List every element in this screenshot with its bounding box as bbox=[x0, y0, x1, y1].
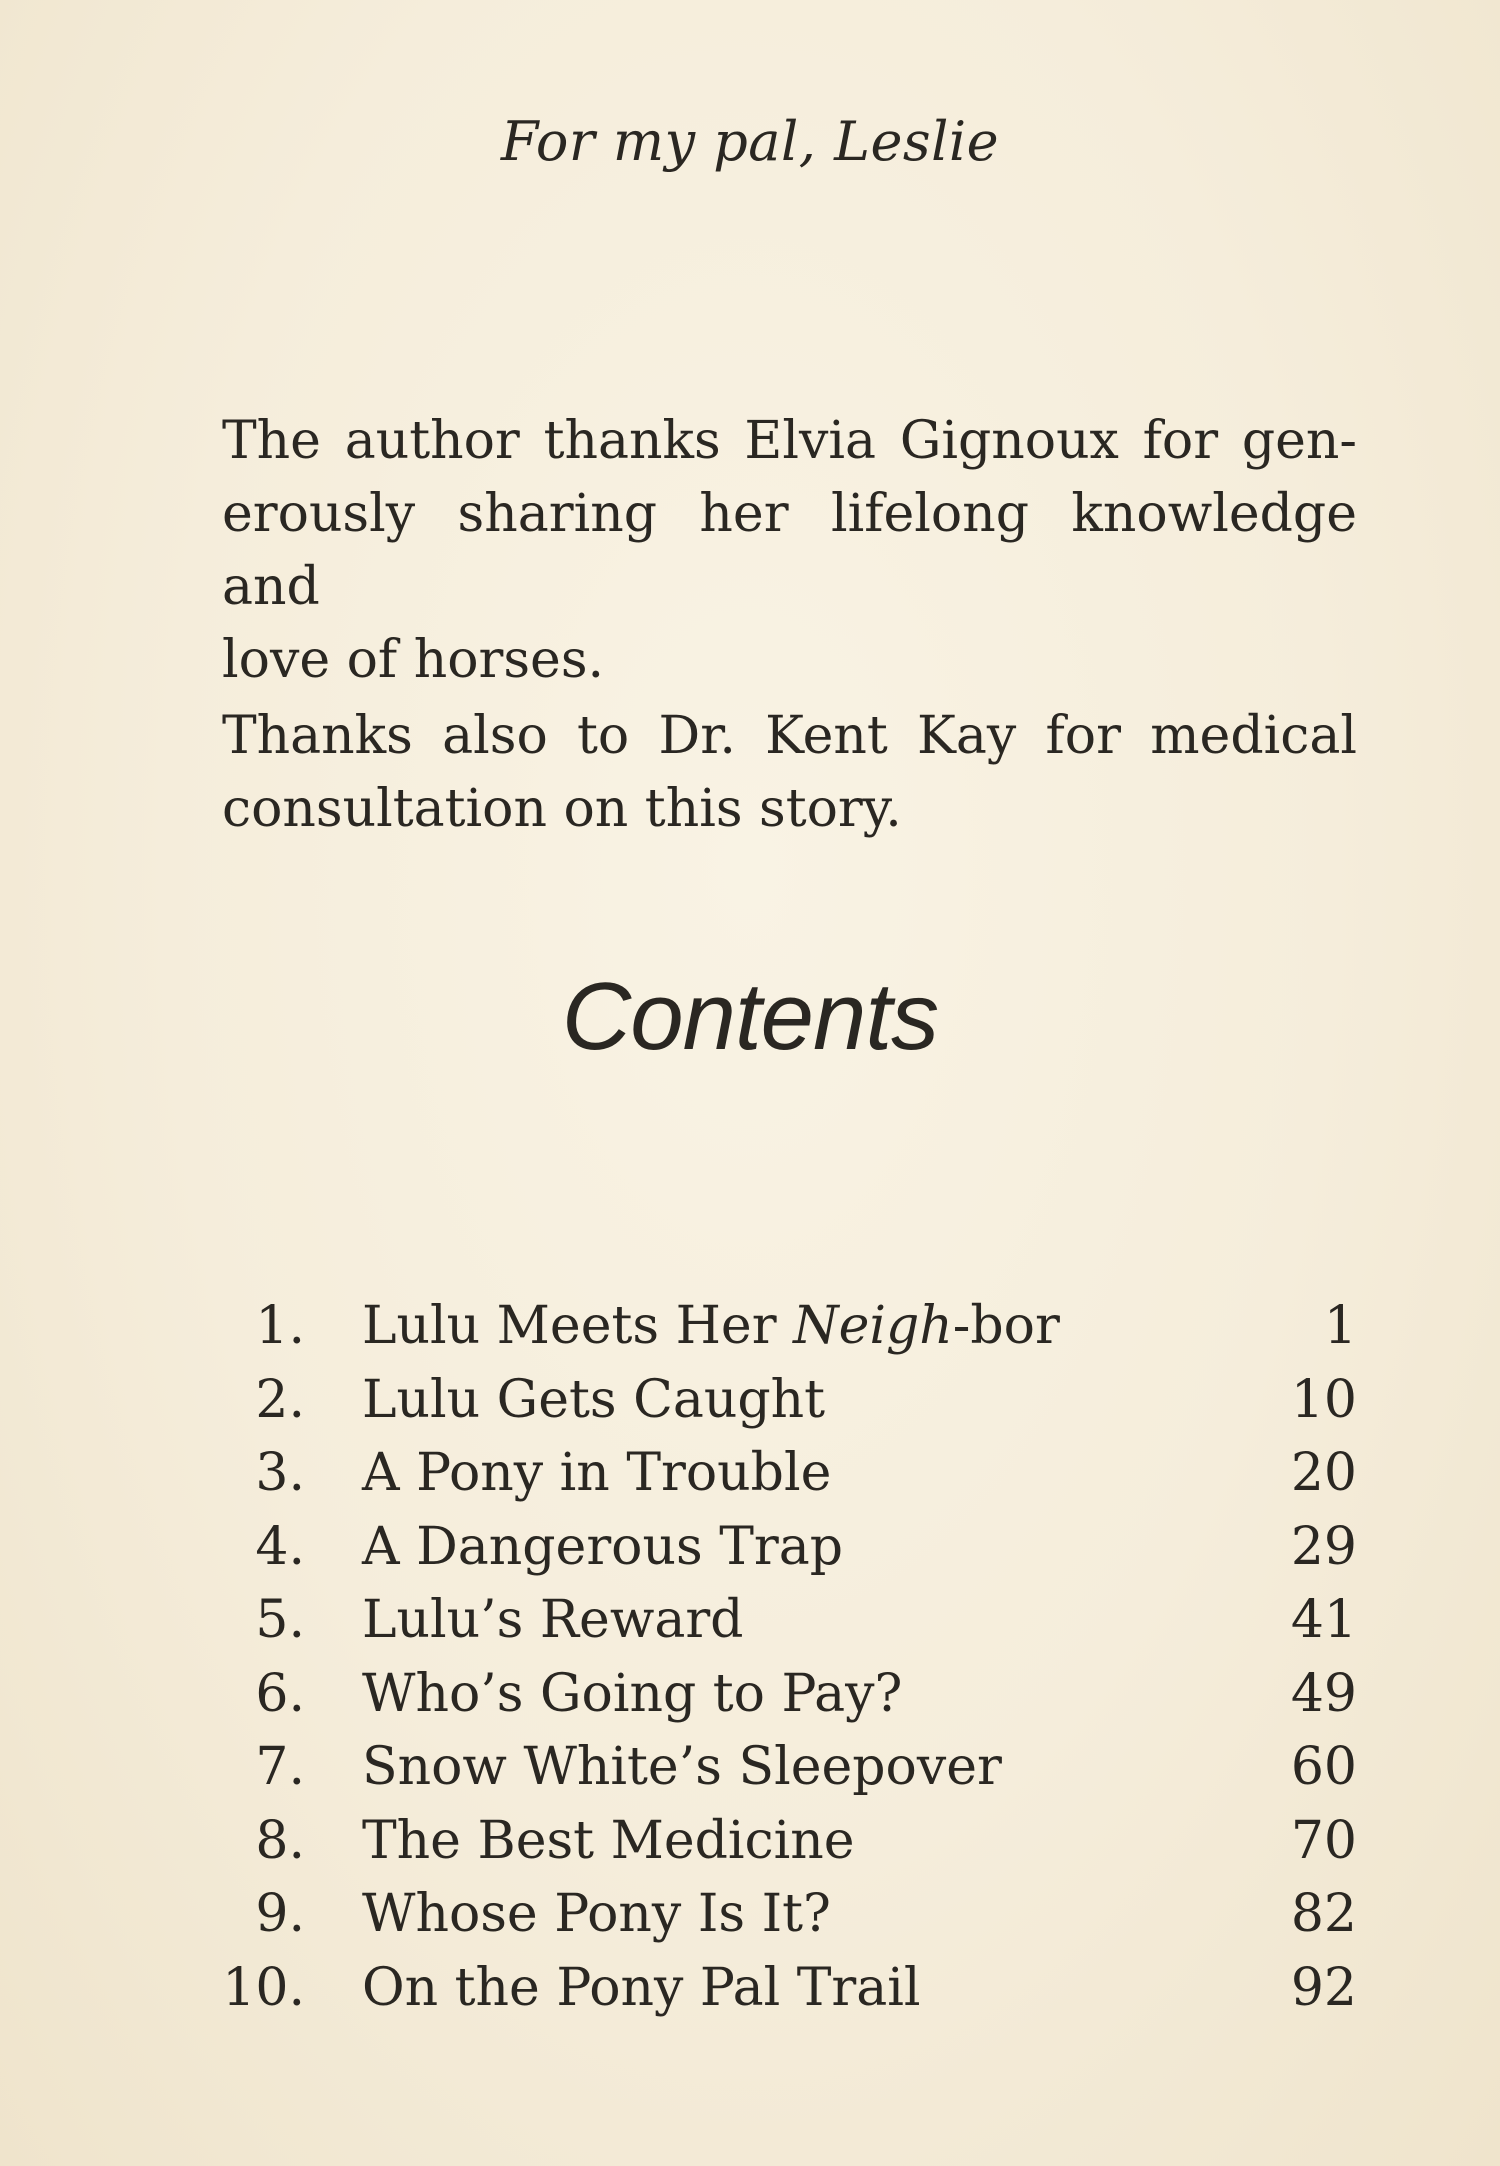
chapter-title-italic: Neigh bbox=[793, 1296, 953, 1356]
toc-entry bbox=[0, 1952, 1500, 2026]
chapter-title: Lulu’s Reward bbox=[362, 1590, 744, 1650]
toc-entry bbox=[0, 1511, 1500, 1585]
chapter-page: 41 bbox=[1290, 1590, 1357, 1650]
chapter-title: Who’s Going to Pay? bbox=[362, 1663, 903, 1724]
text-line: Thanks also to Dr. Kent Kay for medical bbox=[222, 706, 1357, 766]
chapter-title: Snow White’s Sleepover bbox=[362, 1737, 1002, 1797]
text-line: love of horses. bbox=[222, 630, 605, 690]
chapter-page: 20 bbox=[1290, 1443, 1357, 1503]
toc-entry bbox=[0, 1658, 1500, 1732]
chapter-number: 3. bbox=[255, 1443, 305, 1503]
chapter-title-suffix: -bor bbox=[952, 1296, 1060, 1356]
chapter-number: 10. bbox=[222, 1957, 305, 2018]
chapter-title-prefix: Lulu Meets Her bbox=[362, 1296, 794, 1356]
acknowledgment-paragraph-1 bbox=[222, 405, 1357, 697]
chapter-page: 49 bbox=[1290, 1663, 1357, 1724]
chapter-title: On the Pony Pal Trail bbox=[362, 1957, 921, 2018]
chapter-title bbox=[362, 1290, 1060, 1364]
table-of-contents bbox=[0, 1290, 1500, 2025]
toc-entry bbox=[0, 1878, 1500, 1952]
chapter-page: 82 bbox=[1290, 1884, 1357, 1944]
chapter-number: 9. bbox=[255, 1884, 305, 1944]
chapter-title: A Dangerous Trap bbox=[362, 1516, 844, 1577]
chapter-number: 5. bbox=[255, 1590, 305, 1650]
chapter-page: 60 bbox=[1290, 1737, 1357, 1797]
chapter-number: 4. bbox=[255, 1516, 305, 1577]
toc-entry bbox=[0, 1364, 1500, 1438]
chapter-title: The Best Medicine bbox=[362, 1810, 855, 1871]
chapter-title: Whose Pony Is It? bbox=[362, 1884, 831, 1944]
toc-entry bbox=[0, 1805, 1500, 1879]
chapter-page: 29 bbox=[1290, 1516, 1357, 1577]
acknowledgment-paragraph-2 bbox=[222, 700, 1357, 846]
chapter-number: 2. bbox=[255, 1369, 305, 1430]
chapter-number: 1. bbox=[255, 1296, 305, 1356]
chapter-page: 70 bbox=[1290, 1810, 1357, 1871]
chapter-title: Lulu Gets Caught bbox=[362, 1369, 826, 1430]
contents-heading: Contents bbox=[561, 963, 939, 1070]
chapter-number: 6. bbox=[255, 1663, 305, 1724]
toc-entry bbox=[0, 1437, 1500, 1511]
text-line: erously sharing her lifelong knowledge and bbox=[222, 484, 1357, 617]
text-line: consultation on this story. bbox=[222, 779, 902, 839]
chapter-page: 10 bbox=[1290, 1369, 1357, 1430]
chapter-title: A Pony in Trouble bbox=[362, 1443, 832, 1503]
toc-entry bbox=[0, 1731, 1500, 1805]
chapter-page: 1 bbox=[1323, 1296, 1357, 1356]
chapter-page: 92 bbox=[1290, 1957, 1357, 2018]
toc-entry bbox=[0, 1584, 1500, 1658]
toc-entry bbox=[0, 1290, 1500, 1364]
dedication: For my pal, Leslie bbox=[500, 110, 1000, 173]
text-line: The author thanks Elvia Gignoux for gen- bbox=[222, 411, 1357, 471]
chapter-number: 7. bbox=[255, 1737, 305, 1797]
chapter-number: 8. bbox=[255, 1810, 305, 1871]
